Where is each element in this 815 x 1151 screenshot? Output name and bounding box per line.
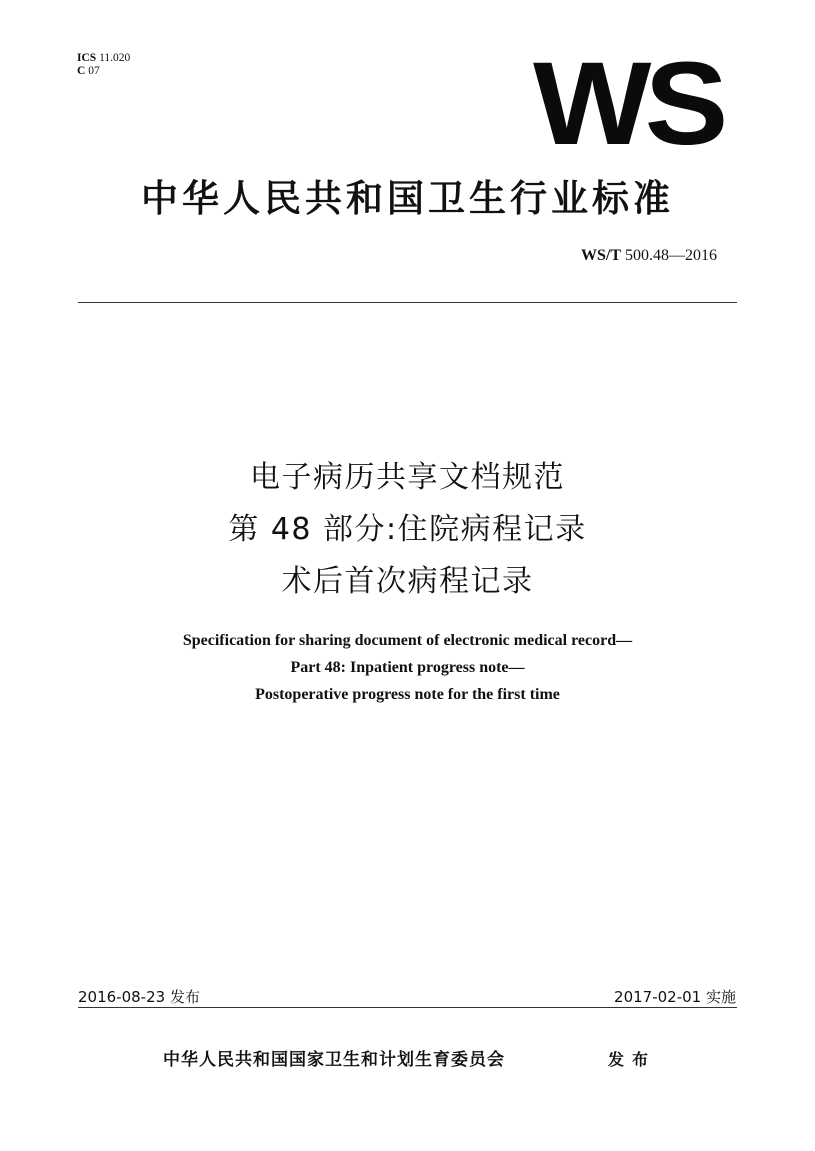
top-divider (78, 302, 737, 303)
publish-date: 2016-08-23 发布 (78, 988, 200, 1006)
ccs-code: C 07 (77, 65, 100, 77)
classification-codes (77, 52, 130, 78)
title-cn-line2: 第 48 部分:住院病程记录 (228, 512, 587, 547)
title-en-line1: Specification for sharing document of electronic medical record— (182, 632, 633, 649)
title-cn-line3: 术后首次病程记录 (281, 564, 534, 599)
bottom-divider (78, 1007, 737, 1008)
title-cn-line1: 电子病历共享文档规范 (250, 460, 565, 495)
standard-category: 中华人民共和国卫生行业标准 (141, 177, 674, 220)
title-en-line2: Part 48: Inpatient progress note— (290, 659, 525, 676)
ws-logo: WS (533, 38, 722, 170)
standard-number: WS/T 500.48—2016 (580, 247, 717, 264)
issue-verb: 发布 (608, 1050, 657, 1069)
title-en-line3: Postoperative progress note for the first time (255, 686, 560, 703)
implement-date: 2017-02-01 实施 (614, 988, 736, 1006)
ics-code: ICS 11.020 (77, 52, 131, 64)
issuing-authority: 中华人民共和国国家卫生和计划生育委员会 (163, 1050, 505, 1070)
